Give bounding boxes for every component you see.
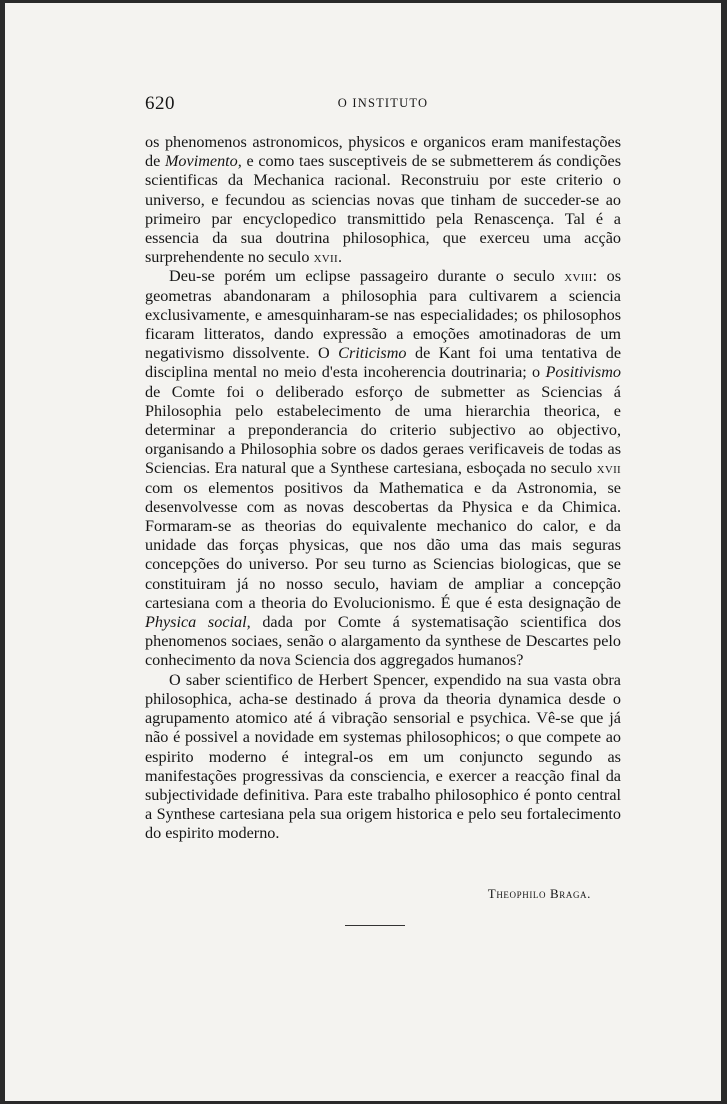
paragraph-1: os phenomenos astronomicos, physicos e organicos eram manifestações de Movimento, e como taes susceptiveis de se submetterem ás condições scientificas da Mechanica racional. Reconstruiu por este criterio o universo, e fecundou as sciencias novas que tinham de succeder-se ao primeiro par encyclopedico transmittido pela Renascença. Tal é a essencia da sua doutrina philosophica, que exerceu uma acção surprehendente no seculo xvii. bbox=[145, 133, 621, 267]
book-page bbox=[5, 3, 721, 1101]
closing-rule bbox=[345, 925, 405, 926]
article-body bbox=[145, 133, 621, 844]
journal-title: O INSTITUTO bbox=[337, 96, 429, 110]
page-number: 620 bbox=[145, 93, 175, 114]
author-signature: Theophilo Braga. bbox=[487, 886, 591, 901]
paragraph-3: O saber scientifico de Herbert Spencer, expendido na sua vasta obra philosophica, acha-se destinado á prova da theoria dynamica desde o agrupamento atomico até á vibração sensorial e psychica. Vê-se que já não é possivel a novidade em systemas philosophicos; o que compete ao espirito moderno é integral-os em um conjuncto segundo as manifestações progressivas da consciencia, e exercer a reacção final da subjectividade definitiva. Para este trabalho philosophico é ponto central a Synthese cartesiana pela sua origem historica e pelo seu fortalecimento do espirito moderno. bbox=[145, 670, 621, 843]
paragraph-2: Deu-se porém um eclipse passageiro durante o seculo xviii: os geometras abandonaram a philosophia para cultivarem a sciencia exclusivamente, e amesquinharam-se nas especialidades; os philosophos ficaram litteratos, dando expressão a emoções amotinadoras de um negativismo dissolvente. O Criticismo de Kant foi uma tentativa de disciplina mental no meio d'esta incoherencia doutrinaria; o Positivismo de Comte foi o deliberado esforço de submetter as Sciencias á Philosophia pelo estabelecimento de uma hierarchia theorica, e determinar a preponderancia do criterio subjectivo ao objectivo, organisando a Philosophia sobre os dados geraes verificaveis de todas as Sciencias. Era natural que a Synthese cartesiana, esboçada no seculo xvii com os elementos positivos da Mathematica e da Astronomia, se desenvolvesse com as novas descobertas da Physica e da Chimica. Formaram-se as theorias do equivalente mechanico do calor, e da unidade das forças physicas, que nos dão uma das mais seguras concepções do universo. Por seu turno as Sciencias biologicas, que se constituiram já no nosso seculo, haviam de ampliar a concepção cartesiana com a theoria do Evolucionismo. É que é esta designação de Physica social, dada por Comte á systematisação scientifica dos phenomenos sociaes, senão o alargamento da synthese de Descartes pelo conhecimento da nova Sciencia dos aggregados humanos? bbox=[145, 267, 622, 670]
running-head bbox=[145, 93, 621, 119]
